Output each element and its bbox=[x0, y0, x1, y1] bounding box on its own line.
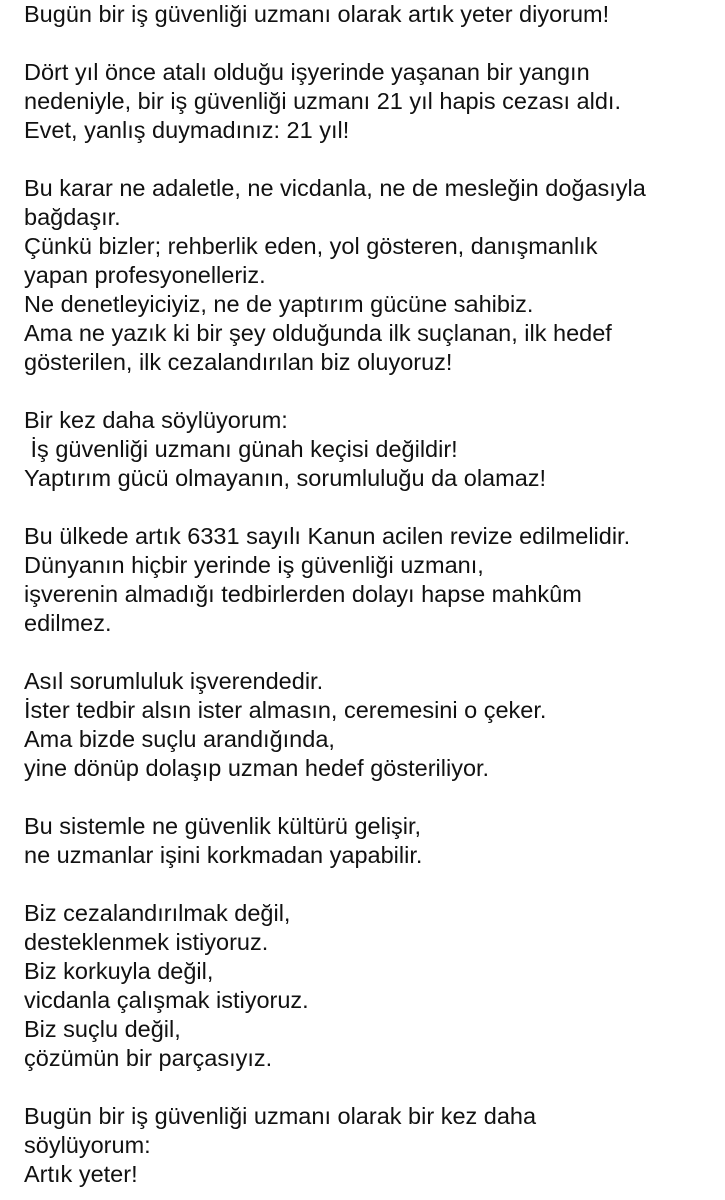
paragraph-spacer bbox=[24, 377, 714, 406]
text-line: Bugün bir iş güvenliği uzmanı olarak artık yeter diyorum! bbox=[24, 1, 610, 27]
paragraph-8 bbox=[24, 899, 714, 1073]
text-line: edilmez. bbox=[24, 610, 112, 636]
paragraph-4 bbox=[24, 406, 714, 493]
paragraph-5 bbox=[24, 522, 714, 638]
paragraph-2 bbox=[24, 58, 714, 145]
text-line: Bu karar ne adaletle, ne vicdanla, ne de mesleğin doğasıyla bbox=[24, 175, 646, 201]
text-line: Biz cezalandırılmak değil, bbox=[24, 900, 291, 926]
paragraph-3 bbox=[24, 174, 714, 377]
text-line: Biz suçlu değil, bbox=[24, 1016, 181, 1042]
text-line: ne uzmanlar işini korkmadan yapabilir. bbox=[24, 842, 423, 868]
text-line: söylüyorum: bbox=[24, 1132, 151, 1158]
paragraph-spacer bbox=[24, 638, 714, 667]
text-line: Asıl sorumluluk işverendedir. bbox=[24, 668, 324, 694]
text-line: çözümün bir parçasıyız. bbox=[24, 1045, 273, 1071]
text-line: Ama bizde suçlu arandığında, bbox=[24, 726, 335, 752]
paragraph-spacer bbox=[24, 145, 714, 174]
text-line: İş güvenliği uzmanı günah keçisi değildir! bbox=[24, 436, 458, 462]
paragraph-spacer bbox=[24, 783, 714, 812]
paragraph-spacer bbox=[24, 493, 714, 522]
text-line: Bu ülkede artık 6331 sayılı Kanun acilen revize edilmelidir. bbox=[24, 523, 631, 549]
paragraph-spacer bbox=[24, 870, 714, 899]
text-line: Bu sistemle ne güvenlik kültürü gelişir, bbox=[24, 813, 422, 839]
text-line: Ne denetleyiciyiz, ne de yaptırım gücüne sahibiz. bbox=[24, 291, 534, 317]
paragraph-9 bbox=[24, 1102, 714, 1189]
post-text-body bbox=[24, 0, 714, 1189]
text-line: gösterilen, ilk cezalandırılan biz oluyoruz! bbox=[24, 349, 453, 375]
text-line: Artık yeter! bbox=[24, 1161, 138, 1187]
text-line: yapan profesyonelleriz. bbox=[24, 262, 266, 288]
text-line: yine dönüp dolaşıp uzman hedef gösteriliyor. bbox=[24, 755, 490, 781]
paragraph-7 bbox=[24, 812, 714, 870]
text-line: nedeniyle, bir iş güvenliği uzmanı 21 yıl hapis cezası aldı. bbox=[24, 88, 621, 114]
text-line: işverenin almadığı tedbirlerden dolayı hapse mahkûm bbox=[24, 581, 582, 607]
text-line: Dört yıl önce atalı olduğu işyerinde yaşanan bir yangın bbox=[24, 59, 590, 85]
text-line: Ama ne yazık ki bir şey olduğunda ilk suçlanan, ilk hedef bbox=[24, 320, 612, 346]
text-line: desteklenmek istiyoruz. bbox=[24, 929, 269, 955]
text-line: Bir kez daha söylüyorum: bbox=[24, 407, 288, 433]
text-line: bağdaşır. bbox=[24, 204, 121, 230]
paragraph-spacer bbox=[24, 1073, 714, 1102]
text-line: Evet, yanlış duymadınız: 21 yıl! bbox=[24, 117, 350, 143]
text-line: Dünyanın hiçbir yerinde iş güvenliği uzmanı, bbox=[24, 552, 484, 578]
text-line: Bugün bir iş güvenliği uzmanı olarak bir kez daha bbox=[24, 1103, 537, 1129]
text-line: Çünkü bizler; rehberlik eden, yol gösteren, danışmanlık bbox=[24, 233, 598, 259]
paragraph-6 bbox=[24, 667, 714, 783]
text-line: vicdanla çalışmak istiyoruz. bbox=[24, 987, 309, 1013]
text-line: Biz korkuyla değil, bbox=[24, 958, 214, 984]
paragraph-spacer bbox=[24, 29, 714, 58]
paragraph-1 bbox=[24, 0, 714, 29]
text-line: Yaptırım gücü olmayanın, sorumluluğu da olamaz! bbox=[24, 465, 547, 491]
text-line: İster tedbir alsın ister almasın, ceremesini o çeker. bbox=[24, 697, 547, 723]
